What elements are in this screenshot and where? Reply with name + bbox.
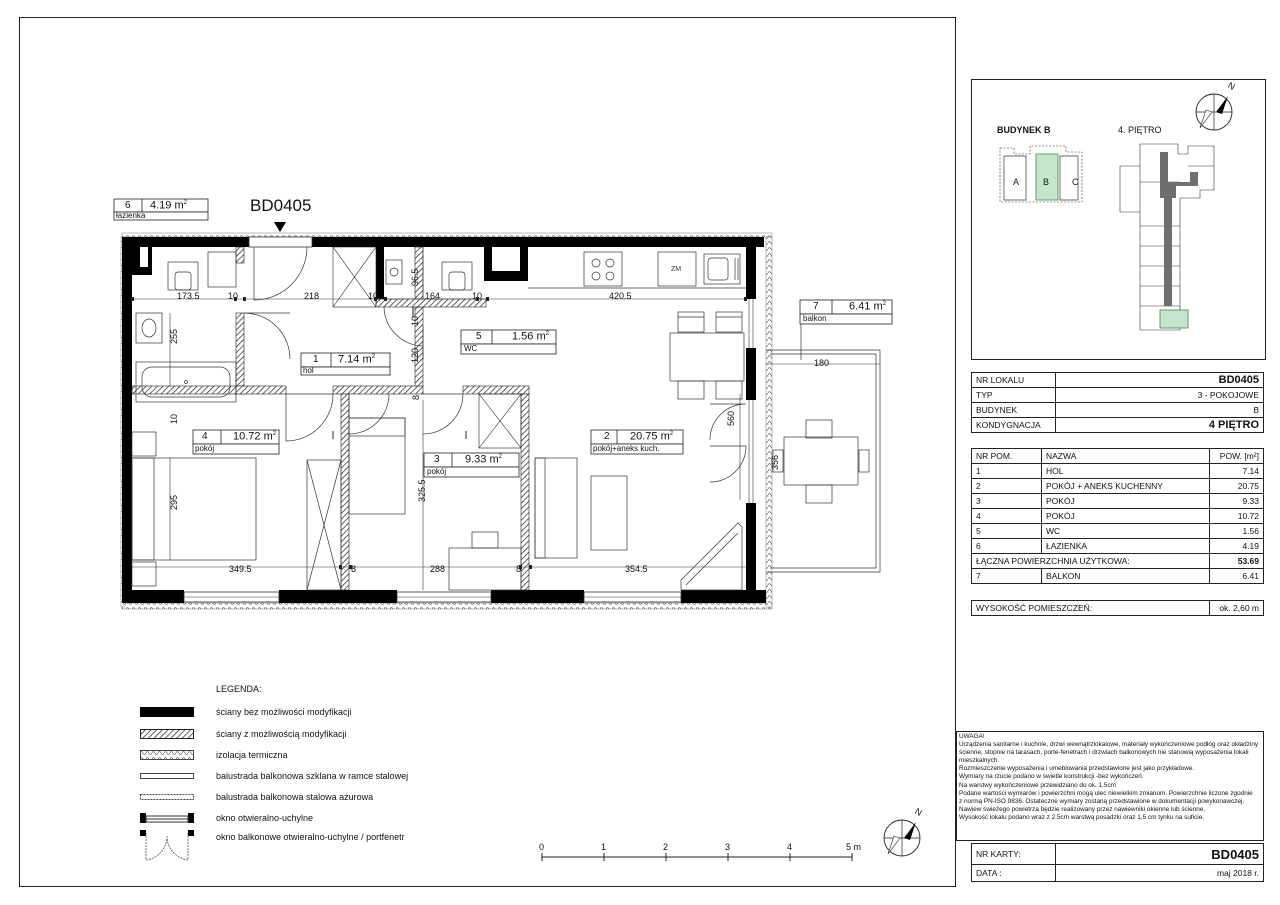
table-row: 7 BALKON 6.41 [972, 569, 1264, 584]
dim-label: 325.5 [417, 479, 427, 502]
table-row: 5 WC 1.56 [972, 524, 1264, 539]
building-site-plan [996, 142, 1088, 206]
scale-bar [530, 850, 870, 864]
legend-swatch-insulation [140, 750, 194, 760]
dim-label: 10 [169, 413, 179, 424]
room-6-number: 6 [125, 200, 131, 211]
legend-swatch-steel-railing [140, 792, 194, 802]
dim-label: 10 [228, 291, 239, 301]
dim-label: 8 [516, 564, 522, 574]
dim-label: 10 [410, 315, 420, 326]
dim-label: 10 [472, 291, 483, 301]
floor-key-plan [1116, 142, 1226, 334]
room-4-name: pokój [195, 444, 215, 453]
dim-label: 120 [410, 347, 420, 363]
legend-swatch-balcony-door [140, 830, 194, 864]
wing-label-a: A [1013, 177, 1020, 187]
insulation-right [766, 237, 772, 607]
north-arrow-icon [880, 812, 928, 860]
scale-tick-label: 4 [787, 842, 793, 852]
floor-label: 4. PIĘTRO [1118, 125, 1162, 135]
table-row: 6 ŁAZIENKA 4.19 [972, 539, 1264, 554]
rooms-table [971, 448, 1264, 584]
dim-label: 295 [169, 494, 179, 510]
room-7-number: 7 [813, 301, 819, 312]
room-6-name: łazienka [116, 211, 146, 220]
table-row: TYP 3 - POKOJOWE [972, 388, 1264, 403]
room-2-number: 2 [604, 431, 610, 442]
table-row: NR LOKALU BD0405 [972, 373, 1264, 388]
dim-label: 180 [814, 358, 830, 368]
building-label: BUDYNEK B [997, 125, 1051, 135]
legend-swatch-solid-wall [140, 707, 194, 717]
notes: UWAGA! Urządzenia sanitarne i kuchnie, drzwi wewnątrzlokalowe, materiały wykończeniowe podłóg oraz okładziny ścienne, stopnie na tarasach, porte-fenetrach i drzwiach balkonowych nie stanowią wyposażenia lokali mieszkalnych. Rozmieszczenie wyposażenia i umeblowania przedstawione jest jako przykładowe. Wymiary na rzucie podano w świetle konstrukcji -bez wykończeń. Na warstwy wykończeniowe przewidziano do ok. 1.5cm Podane wartości wymiarów i powierzchni mogą ulec niewielkim zmianom. Powierzchnie liczone zgodnie z normą PN-ISO 9836. Ostateczne wymiary zostaną przedstawione w dokumentacji powykonawczej. Nawiew świeżego powietrza będzie realizowany przez nawiewniki okienne lub ścienne. Wysokość lokalu podano wraz z 2.5cm warstwą posadzki oraz 1,5 cm tynku na suficie. [959, 733, 1259, 821]
dim-label: 288 [430, 564, 446, 574]
room-3-area: 9.33 $m^2$ [465, 453, 502, 466]
room-1-name: hol [303, 366, 314, 375]
table-row: BUDYNEK B [972, 403, 1264, 418]
dim-label: 164 [425, 291, 441, 301]
dim-label: 560 [726, 410, 736, 426]
room-3-number: 3 [434, 454, 440, 465]
legend-swatch-hatched-wall [140, 729, 194, 739]
dim-label: 420.5 [609, 291, 632, 301]
dim-label: 96.5 [410, 268, 420, 286]
room-1-number: 1 [313, 354, 319, 365]
height-table [971, 600, 1264, 616]
table-row: 1 HOL 7.14 [972, 464, 1264, 479]
scale-tick-label: 0 [539, 842, 545, 852]
table-row: KONDYGNACJA 4 PIĘTRO [972, 418, 1264, 433]
room-7-area: 6.41 $m^2$ [849, 300, 886, 313]
room-5-number: 5 [476, 331, 482, 342]
card-table [971, 843, 1264, 882]
appliance-label: ZM [671, 266, 682, 273]
dim-label: 8 [351, 564, 357, 574]
table-row: 2 POKÓJ + ANEKS KUCHENNY 20.75 [972, 479, 1264, 494]
table-row: WYSOKOŚĆ POMIESZCZEŃ: ok. 2,60 m [972, 601, 1264, 616]
dim-label: 356 [770, 454, 780, 470]
legend-title: LEGENDA: [216, 684, 262, 694]
dim-label: 218 [304, 291, 320, 301]
dim-label: 354.5 [625, 564, 648, 574]
room-2-area: 20.75 $m^2$ [630, 430, 674, 443]
scale-tick-label: 2 [663, 842, 669, 852]
structural-walls [122, 237, 766, 603]
wing-label-c: C [1072, 177, 1079, 187]
room-4-number: 4 [202, 431, 208, 442]
room-6-area: 4.19 $m^2$ [150, 199, 187, 212]
room-3-name: pokój [427, 467, 447, 476]
insulation-top [122, 233, 772, 237]
dining-table [670, 312, 744, 399]
wing-label-b: B [1043, 177, 1050, 187]
total-row: ŁĄCZNA POWIERZCHNIA UŻYTKOWA: 53.69 [972, 554, 1264, 569]
scale-tick-label: 1 [601, 842, 607, 852]
scale-tick-label: 5 m [846, 842, 862, 852]
entrance-arrow [274, 222, 286, 232]
room-5-name: WC [464, 344, 478, 353]
insulation-bottom [122, 603, 772, 609]
table-row: 4 POKÓJ 10.72 [972, 509, 1264, 524]
room-4-area: 10.72 $m^2$ [233, 430, 277, 443]
dim-label: 8 [411, 394, 421, 400]
table-row: 3 POKÓJ 9.33 [972, 494, 1264, 509]
table-row: DATA : maj 2018 r. [972, 865, 1264, 882]
legend-swatch-glass-railing [140, 771, 194, 781]
kitchen-units [528, 252, 746, 288]
table-row: NR KARTY: BD0405 [972, 844, 1264, 865]
dim-label: 255 [169, 328, 179, 344]
dim-label: 10 [368, 291, 379, 301]
table-header: NR POM. NAZWA POW. [m²] [972, 449, 1264, 464]
unit-info-table [971, 372, 1264, 433]
dim-label: 349.5 [229, 564, 252, 574]
north-arrow-icon [1192, 86, 1240, 134]
scale-tick-label: 3 [725, 842, 731, 852]
room-5-area: 1.56 $m^2$ [512, 330, 549, 343]
unit-code-title: BD0405 [250, 196, 312, 215]
room-1-area: 7.14 $m^2$ [338, 353, 375, 366]
north-label: N [913, 806, 924, 819]
dim-label: 173.5 [177, 291, 200, 301]
north-label: N [1226, 80, 1237, 93]
legend-swatch-window [140, 813, 194, 823]
room-7-name: balkon [803, 314, 827, 323]
room-2-name: pokój+aneks kuch. [593, 444, 660, 453]
